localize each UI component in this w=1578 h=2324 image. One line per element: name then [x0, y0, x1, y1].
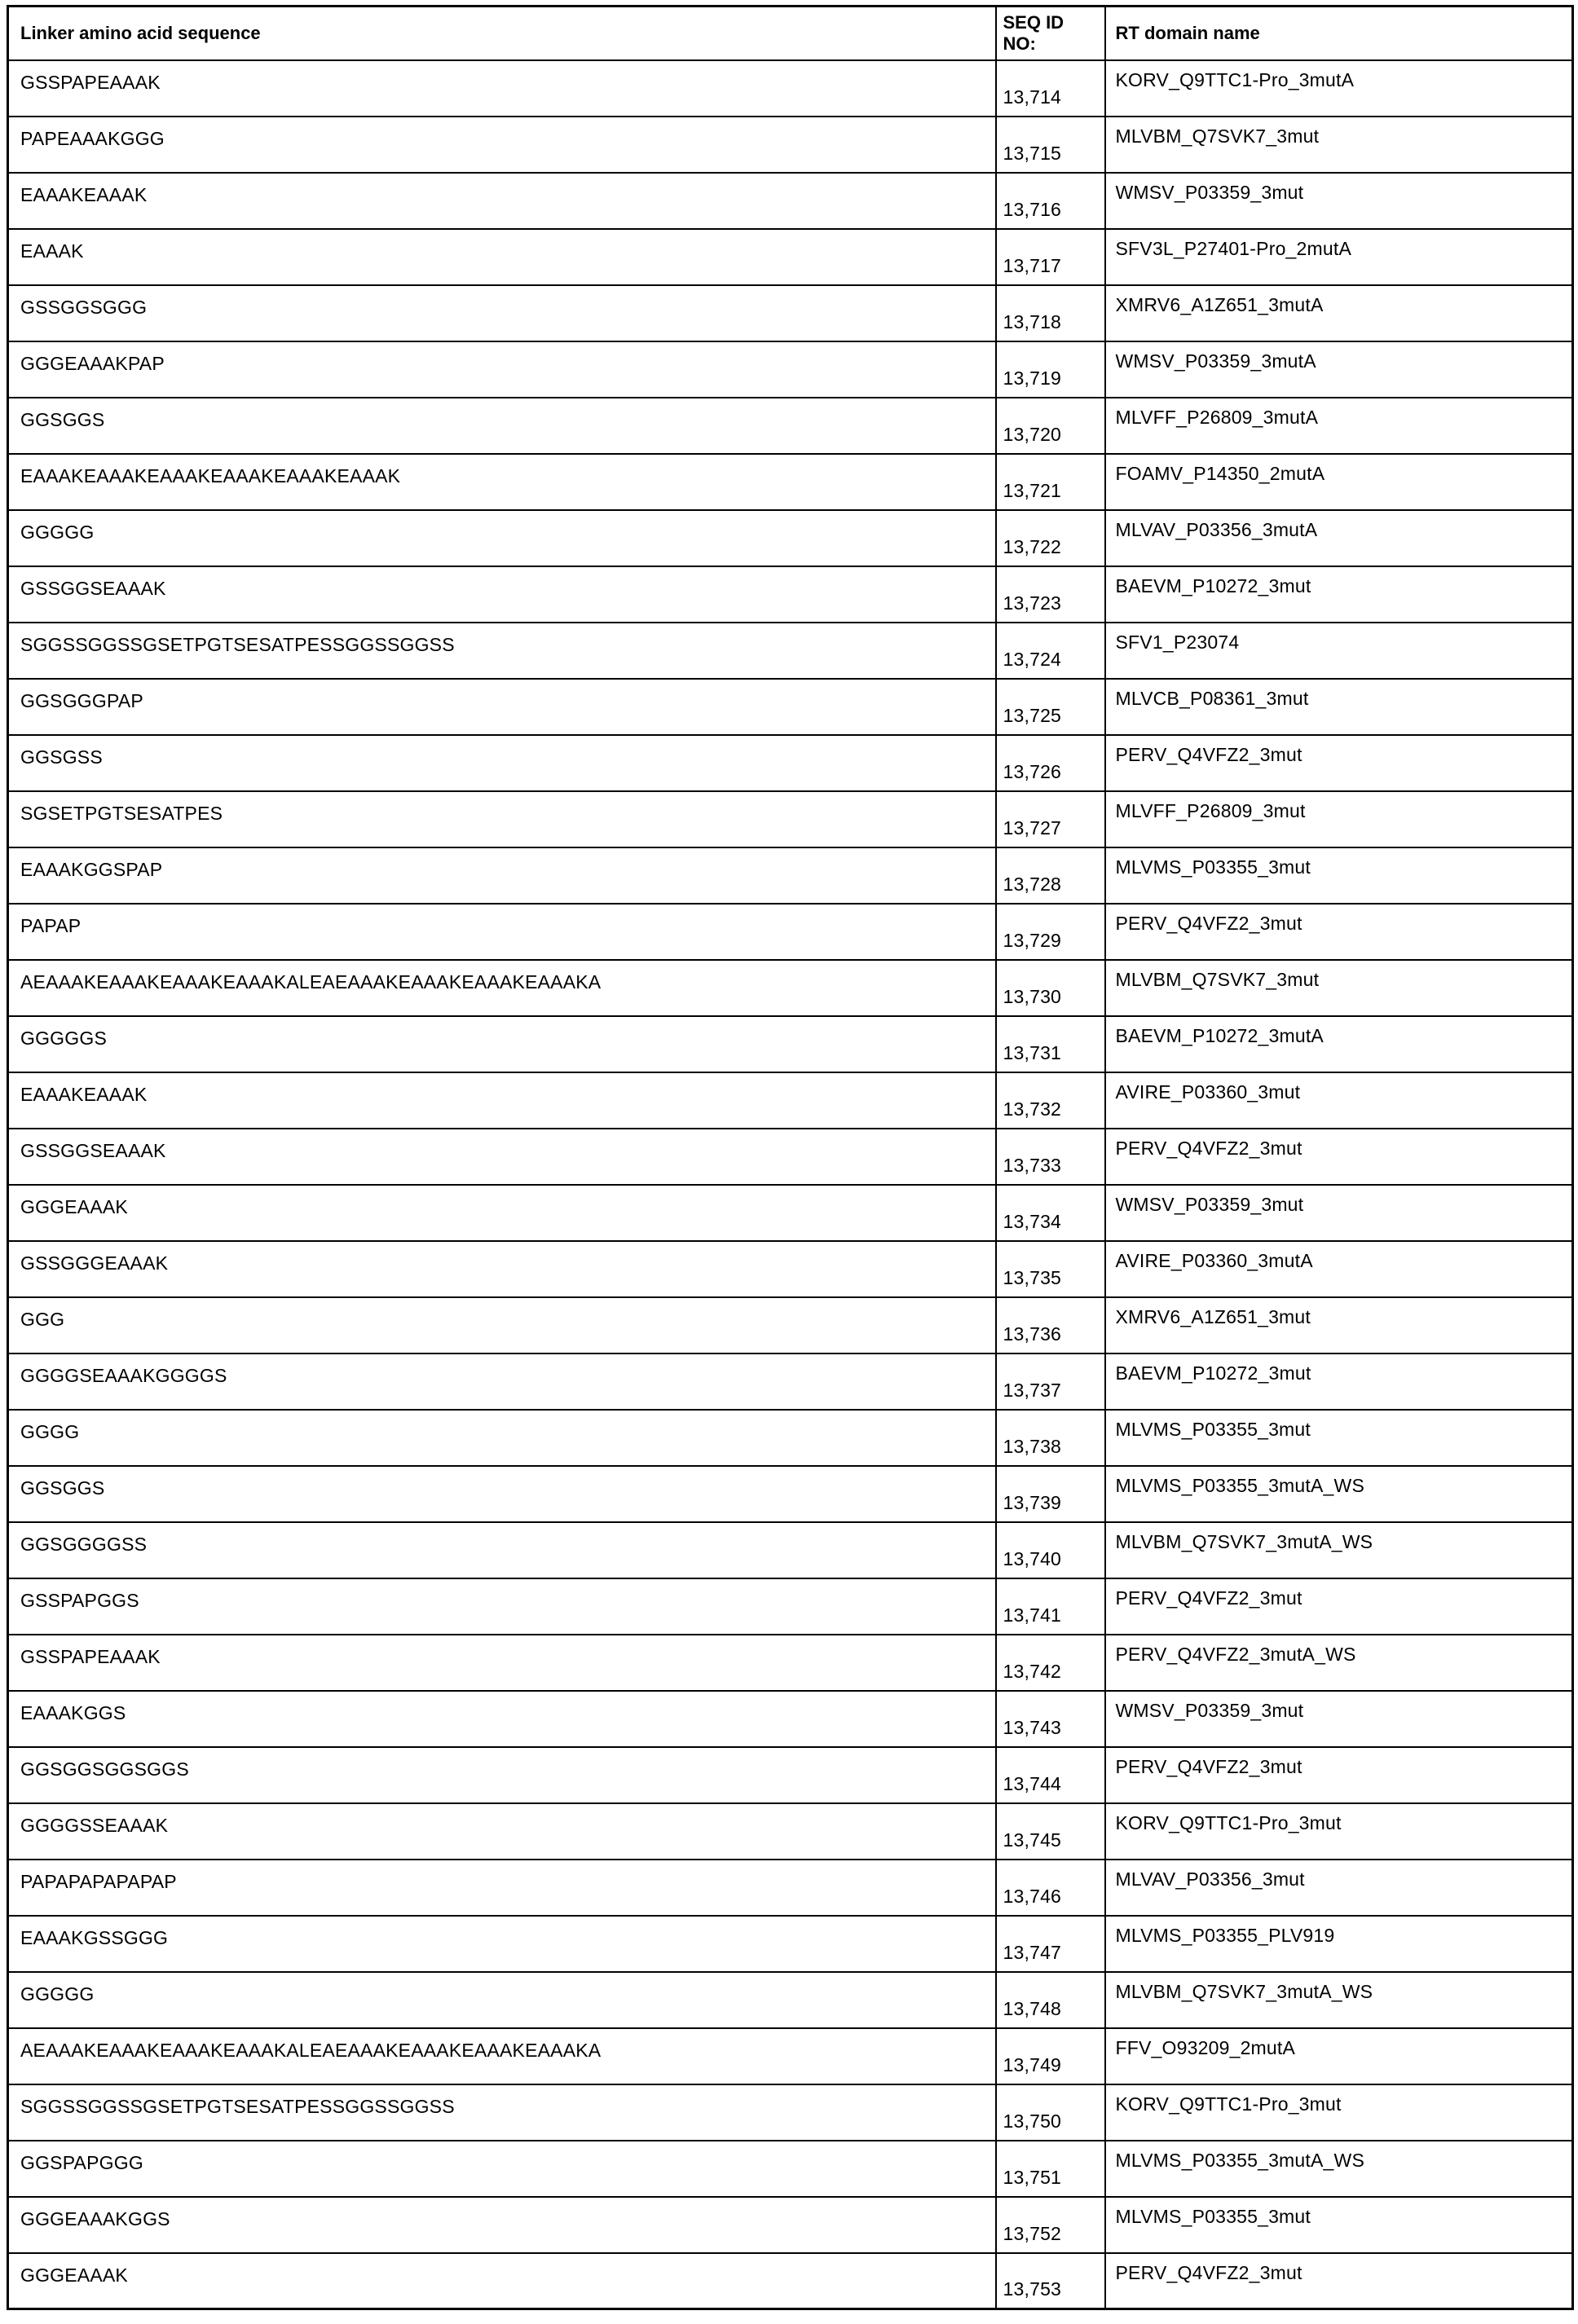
linker-sequence-cell: AEAAAKEAAAKEAAAKEAAAKALEAEAAAKEAAAKEAAAKEAAAKA [8, 2028, 996, 2084]
linker-sequence-cell: EAAAKGSSGGG [8, 1916, 996, 1972]
linker-sequence-cell: GGSGGS [8, 1466, 996, 1522]
seq-id-cell: 13,723 [996, 566, 1105, 623]
rt-domain-name-cell: MLVCB_P08361_3mut [1105, 679, 1573, 735]
seq-id-cell: 13,749 [996, 2028, 1105, 2084]
linker-sequence-cell: GGSPAPGGG [8, 2141, 996, 2197]
table-row [8, 735, 1573, 791]
table-row [8, 454, 1573, 510]
table-row [8, 847, 1573, 904]
table-row [8, 791, 1573, 847]
seq-id-cell: 13,722 [996, 510, 1105, 566]
seq-id-cell: 13,724 [996, 623, 1105, 679]
rt-domain-name-cell: MLVMS_P03355_3mutA_WS [1105, 2141, 1573, 2197]
seq-id-cell: 13,734 [996, 1185, 1105, 1241]
seq-id-cell: 13,735 [996, 1241, 1105, 1297]
seq-id-cell: 13,719 [996, 341, 1105, 398]
rt-domain-name-cell: MLVMS_P03355_3mut [1105, 847, 1573, 904]
rt-domain-name-cell: PERV_Q4VFZ2_3mut [1105, 2253, 1573, 2309]
seq-id-cell: 13,752 [996, 2197, 1105, 2253]
table-row [8, 566, 1573, 623]
table-row [8, 1185, 1573, 1241]
table-row [8, 1297, 1573, 1353]
table-row [8, 1860, 1573, 1916]
rt-domain-name-cell: PERV_Q4VFZ2_3mut [1105, 735, 1573, 791]
table-row [8, 173, 1573, 229]
rt-domain-name-cell: MLVFF_P26809_3mut [1105, 791, 1573, 847]
rt-domain-name-cell: XMRV6_A1Z651_3mut [1105, 1297, 1573, 1353]
linker-sequence-cell: GGGGSEAAAKGGGGS [8, 1353, 996, 1410]
linker-sequence-cell: GGSGGGGSS [8, 1522, 996, 1578]
rt-domain-name-cell: PERV_Q4VFZ2_3mut [1105, 1129, 1573, 1185]
rt-domain-name-cell: MLVMS_P03355_3mut [1105, 1410, 1573, 1466]
linker-sequence-cell: EAAAK [8, 229, 996, 285]
seq-id-cell: 13,739 [996, 1466, 1105, 1522]
linker-sequence-cell: GGSGGS [8, 398, 996, 454]
rt-domain-name-cell: PERV_Q4VFZ2_3mut [1105, 1578, 1573, 1635]
seq-id-header-line2: NO: [1003, 33, 1036, 54]
seq-id-cell: 13,737 [996, 1353, 1105, 1410]
table-row [8, 2141, 1573, 2197]
seq-id-cell: 13,753 [996, 2253, 1105, 2309]
rt-domain-name-cell: MLVAV_P03356_3mut [1105, 1860, 1573, 1916]
seq-id-cell: 13,720 [996, 398, 1105, 454]
rt-domain-name-cell: FOAMV_P14350_2mutA [1105, 454, 1573, 510]
linker-sequence-cell: GGGEAAAKGGS [8, 2197, 996, 2253]
table-row [8, 904, 1573, 960]
rt-domain-name-cell: MLVAV_P03356_3mutA [1105, 510, 1573, 566]
table-row [8, 1803, 1573, 1860]
linker-sequence-cell: EAAAKGGS [8, 1691, 996, 1747]
rt-domain-name-cell: MLVBM_Q7SVK7_3mut [1105, 117, 1573, 173]
table-row [8, 2084, 1573, 2141]
table-row [8, 1241, 1573, 1297]
rt-domain-name-cell: WMSV_P03359_3mut [1105, 1691, 1573, 1747]
linker-sequence-cell: PAPAP [8, 904, 996, 960]
rt-domain-name-cell: SFV3L_P27401-Pro_2mutA [1105, 229, 1573, 285]
rt-domain-name-cell: XMRV6_A1Z651_3mutA [1105, 285, 1573, 341]
table-row [8, 1353, 1573, 1410]
rt-domain-name-cell: MLVMS_P03355_3mutA_WS [1105, 1466, 1573, 1522]
seq-id-cell: 13,738 [996, 1410, 1105, 1466]
rt-domain-name-cell: BAEVM_P10272_3mut [1105, 1353, 1573, 1410]
linker-sequence-cell: PAPEAAAKGGG [8, 117, 996, 173]
rt-domain-name-cell: AVIRE_P03360_3mutA [1105, 1241, 1573, 1297]
table-row [8, 285, 1573, 341]
table-row [8, 510, 1573, 566]
table-row [8, 2197, 1573, 2253]
seq-id-cell: 13,744 [996, 1747, 1105, 1803]
seq-id-cell: 13,751 [996, 2141, 1105, 2197]
linker-sequence-cell: GSSPAPGGS [8, 1578, 996, 1635]
linker-sequence-cell: EAAAKEAAAKEAAAKEAAAKEAAAKEAAAK [8, 454, 996, 510]
table-row [8, 1635, 1573, 1691]
seq-id-cell: 13,750 [996, 2084, 1105, 2141]
rt-domain-name-cell: FFV_O93209_2mutA [1105, 2028, 1573, 2084]
rt-domain-name-cell: MLVFF_P26809_3mutA [1105, 398, 1573, 454]
linker-sequence-cell: EAAAKEAAAK [8, 1072, 996, 1129]
linker-sequence-cell: AEAAAKEAAAKEAAAKEAAAKALEAEAAAKEAAAKEAAAKEAAAKA [8, 960, 996, 1016]
table-row [8, 1972, 1573, 2028]
seq-id-cell: 13,748 [996, 1972, 1105, 2028]
rt-domain-name-cell: WMSV_P03359_3mut [1105, 1185, 1573, 1241]
rt-domain-name-cell: KORV_Q9TTC1-Pro_3mut [1105, 1803, 1573, 1860]
rt-domain-name-cell: SFV1_P23074 [1105, 623, 1573, 679]
rt-domain-name-cell: MLVMS_P03355_PLV919 [1105, 1916, 1573, 1972]
linker-sequence-table [7, 5, 1574, 2310]
linker-sequence-cell: GGSGGGPAP [8, 679, 996, 735]
linker-sequence-cell: GGGEAAAK [8, 1185, 996, 1241]
linker-sequence-cell: GSSPAPEAAAK [8, 1635, 996, 1691]
table-row [8, 1691, 1573, 1747]
linker-sequence-cell: EAAAKEAAAK [8, 173, 996, 229]
seq-id-cell: 13,730 [996, 960, 1105, 1016]
rt-domain-name-cell: AVIRE_P03360_3mut [1105, 1072, 1573, 1129]
table-row [8, 117, 1573, 173]
seq-id-cell: 13,740 [996, 1522, 1105, 1578]
linker-sequence-cell: GSSGGSGGG [8, 285, 996, 341]
seq-id-cell: 13,718 [996, 285, 1105, 341]
linker-sequence-cell: GSSGGGEAAAK [8, 1241, 996, 1297]
linker-sequence-cell: GGGEAAAKPAP [8, 341, 996, 398]
seq-id-header-line1: SEQ ID [1003, 12, 1064, 33]
seq-id-cell: 13,747 [996, 1916, 1105, 1972]
seq-id-cell: 13,725 [996, 679, 1105, 735]
table-row [8, 679, 1573, 735]
column-header-rt-domain: RT domain name [1105, 7, 1573, 60]
table-header-row [8, 7, 1573, 60]
table-row [8, 2253, 1573, 2309]
seq-id-cell: 13,716 [996, 173, 1105, 229]
linker-sequence-cell: GGGEAAAK [8, 2253, 996, 2309]
linker-sequence-cell: SGGSSGGSSGSETPGTSESATPESSGGSSGGSS [8, 2084, 996, 2141]
table-row [8, 960, 1573, 1016]
table-row [8, 229, 1573, 285]
seq-id-cell: 13,729 [996, 904, 1105, 960]
linker-sequence-cell: SGGSSGGSSGSETPGTSESATPESSGGSSGGSS [8, 623, 996, 679]
seq-id-cell: 13,743 [996, 1691, 1105, 1747]
seq-id-cell: 13,726 [996, 735, 1105, 791]
table-row [8, 341, 1573, 398]
seq-id-cell: 13,731 [996, 1016, 1105, 1072]
table-row [8, 1747, 1573, 1803]
table-row [8, 398, 1573, 454]
table-row [8, 623, 1573, 679]
seq-id-cell: 13,717 [996, 229, 1105, 285]
table-row [8, 2028, 1573, 2084]
seq-id-cell: 13,715 [996, 117, 1105, 173]
rt-domain-name-cell: PERV_Q4VFZ2_3mut [1105, 1747, 1573, 1803]
seq-id-cell: 13,742 [996, 1635, 1105, 1691]
linker-sequence-cell: GGSGGSGGSGGS [8, 1747, 996, 1803]
rt-domain-name-cell: PERV_Q4VFZ2_3mutA_WS [1105, 1635, 1573, 1691]
table-row [8, 1916, 1573, 1972]
seq-id-cell: 13,746 [996, 1860, 1105, 1916]
seq-id-cell: 13,732 [996, 1072, 1105, 1129]
linker-sequence-cell: GGGGG [8, 1972, 996, 2028]
rt-domain-name-cell: PERV_Q4VFZ2_3mut [1105, 904, 1573, 960]
table-row [8, 1129, 1573, 1185]
linker-sequence-cell: GSSPAPEAAAK [8, 60, 996, 117]
linker-sequence-cell: GGG [8, 1297, 996, 1353]
seq-id-cell: 13,714 [996, 60, 1105, 117]
linker-sequence-cell: GGGG [8, 1410, 996, 1466]
table-row [8, 1410, 1573, 1466]
seq-id-cell: 13,736 [996, 1297, 1105, 1353]
seq-id-cell: 13,733 [996, 1129, 1105, 1185]
table-row [8, 1578, 1573, 1635]
rt-domain-name-cell: KORV_Q9TTC1-Pro_3mutA [1105, 60, 1573, 117]
seq-id-cell: 13,728 [996, 847, 1105, 904]
linker-sequence-cell: PAPAPAPAPAPAP [8, 1860, 996, 1916]
table-row [8, 1522, 1573, 1578]
seq-id-cell: 13,741 [996, 1578, 1105, 1635]
seq-id-cell: 13,727 [996, 791, 1105, 847]
linker-sequence-cell: EAAAKGGSPAP [8, 847, 996, 904]
rt-domain-name-cell: MLVMS_P03355_3mut [1105, 2197, 1573, 2253]
seq-id-cell: 13,745 [996, 1803, 1105, 1860]
rt-domain-name-cell: MLVBM_Q7SVK7_3mutA_WS [1105, 1972, 1573, 2028]
linker-sequence-cell: GGGGG [8, 510, 996, 566]
column-header-linker-sequence: Linker amino acid sequence [8, 7, 996, 60]
linker-sequence-cell: SGSETPGTSESATPES [8, 791, 996, 847]
column-header-seq-id [996, 7, 1105, 60]
linker-sequence-cell: GSSGGSEAAAK [8, 566, 996, 623]
rt-domain-name-cell: BAEVM_P10272_3mutA [1105, 1016, 1573, 1072]
linker-sequence-cell: GGGGSSEAAAK [8, 1803, 996, 1860]
rt-domain-name-cell: KORV_Q9TTC1-Pro_3mut [1105, 2084, 1573, 2141]
table-row [8, 1016, 1573, 1072]
table-row [8, 1072, 1573, 1129]
linker-sequence-cell: GSSGGSEAAAK [8, 1129, 996, 1185]
seq-id-cell: 13,721 [996, 454, 1105, 510]
table-row [8, 60, 1573, 117]
rt-domain-name-cell: MLVBM_Q7SVK7_3mut [1105, 960, 1573, 1016]
table-row [8, 1466, 1573, 1522]
linker-sequence-cell: GGGGGS [8, 1016, 996, 1072]
linker-sequence-cell: GGSGSS [8, 735, 996, 791]
rt-domain-name-cell: WMSV_P03359_3mut [1105, 173, 1573, 229]
rt-domain-name-cell: WMSV_P03359_3mutA [1105, 341, 1573, 398]
rt-domain-name-cell: BAEVM_P10272_3mut [1105, 566, 1573, 623]
rt-domain-name-cell: MLVBM_Q7SVK7_3mutA_WS [1105, 1522, 1573, 1578]
